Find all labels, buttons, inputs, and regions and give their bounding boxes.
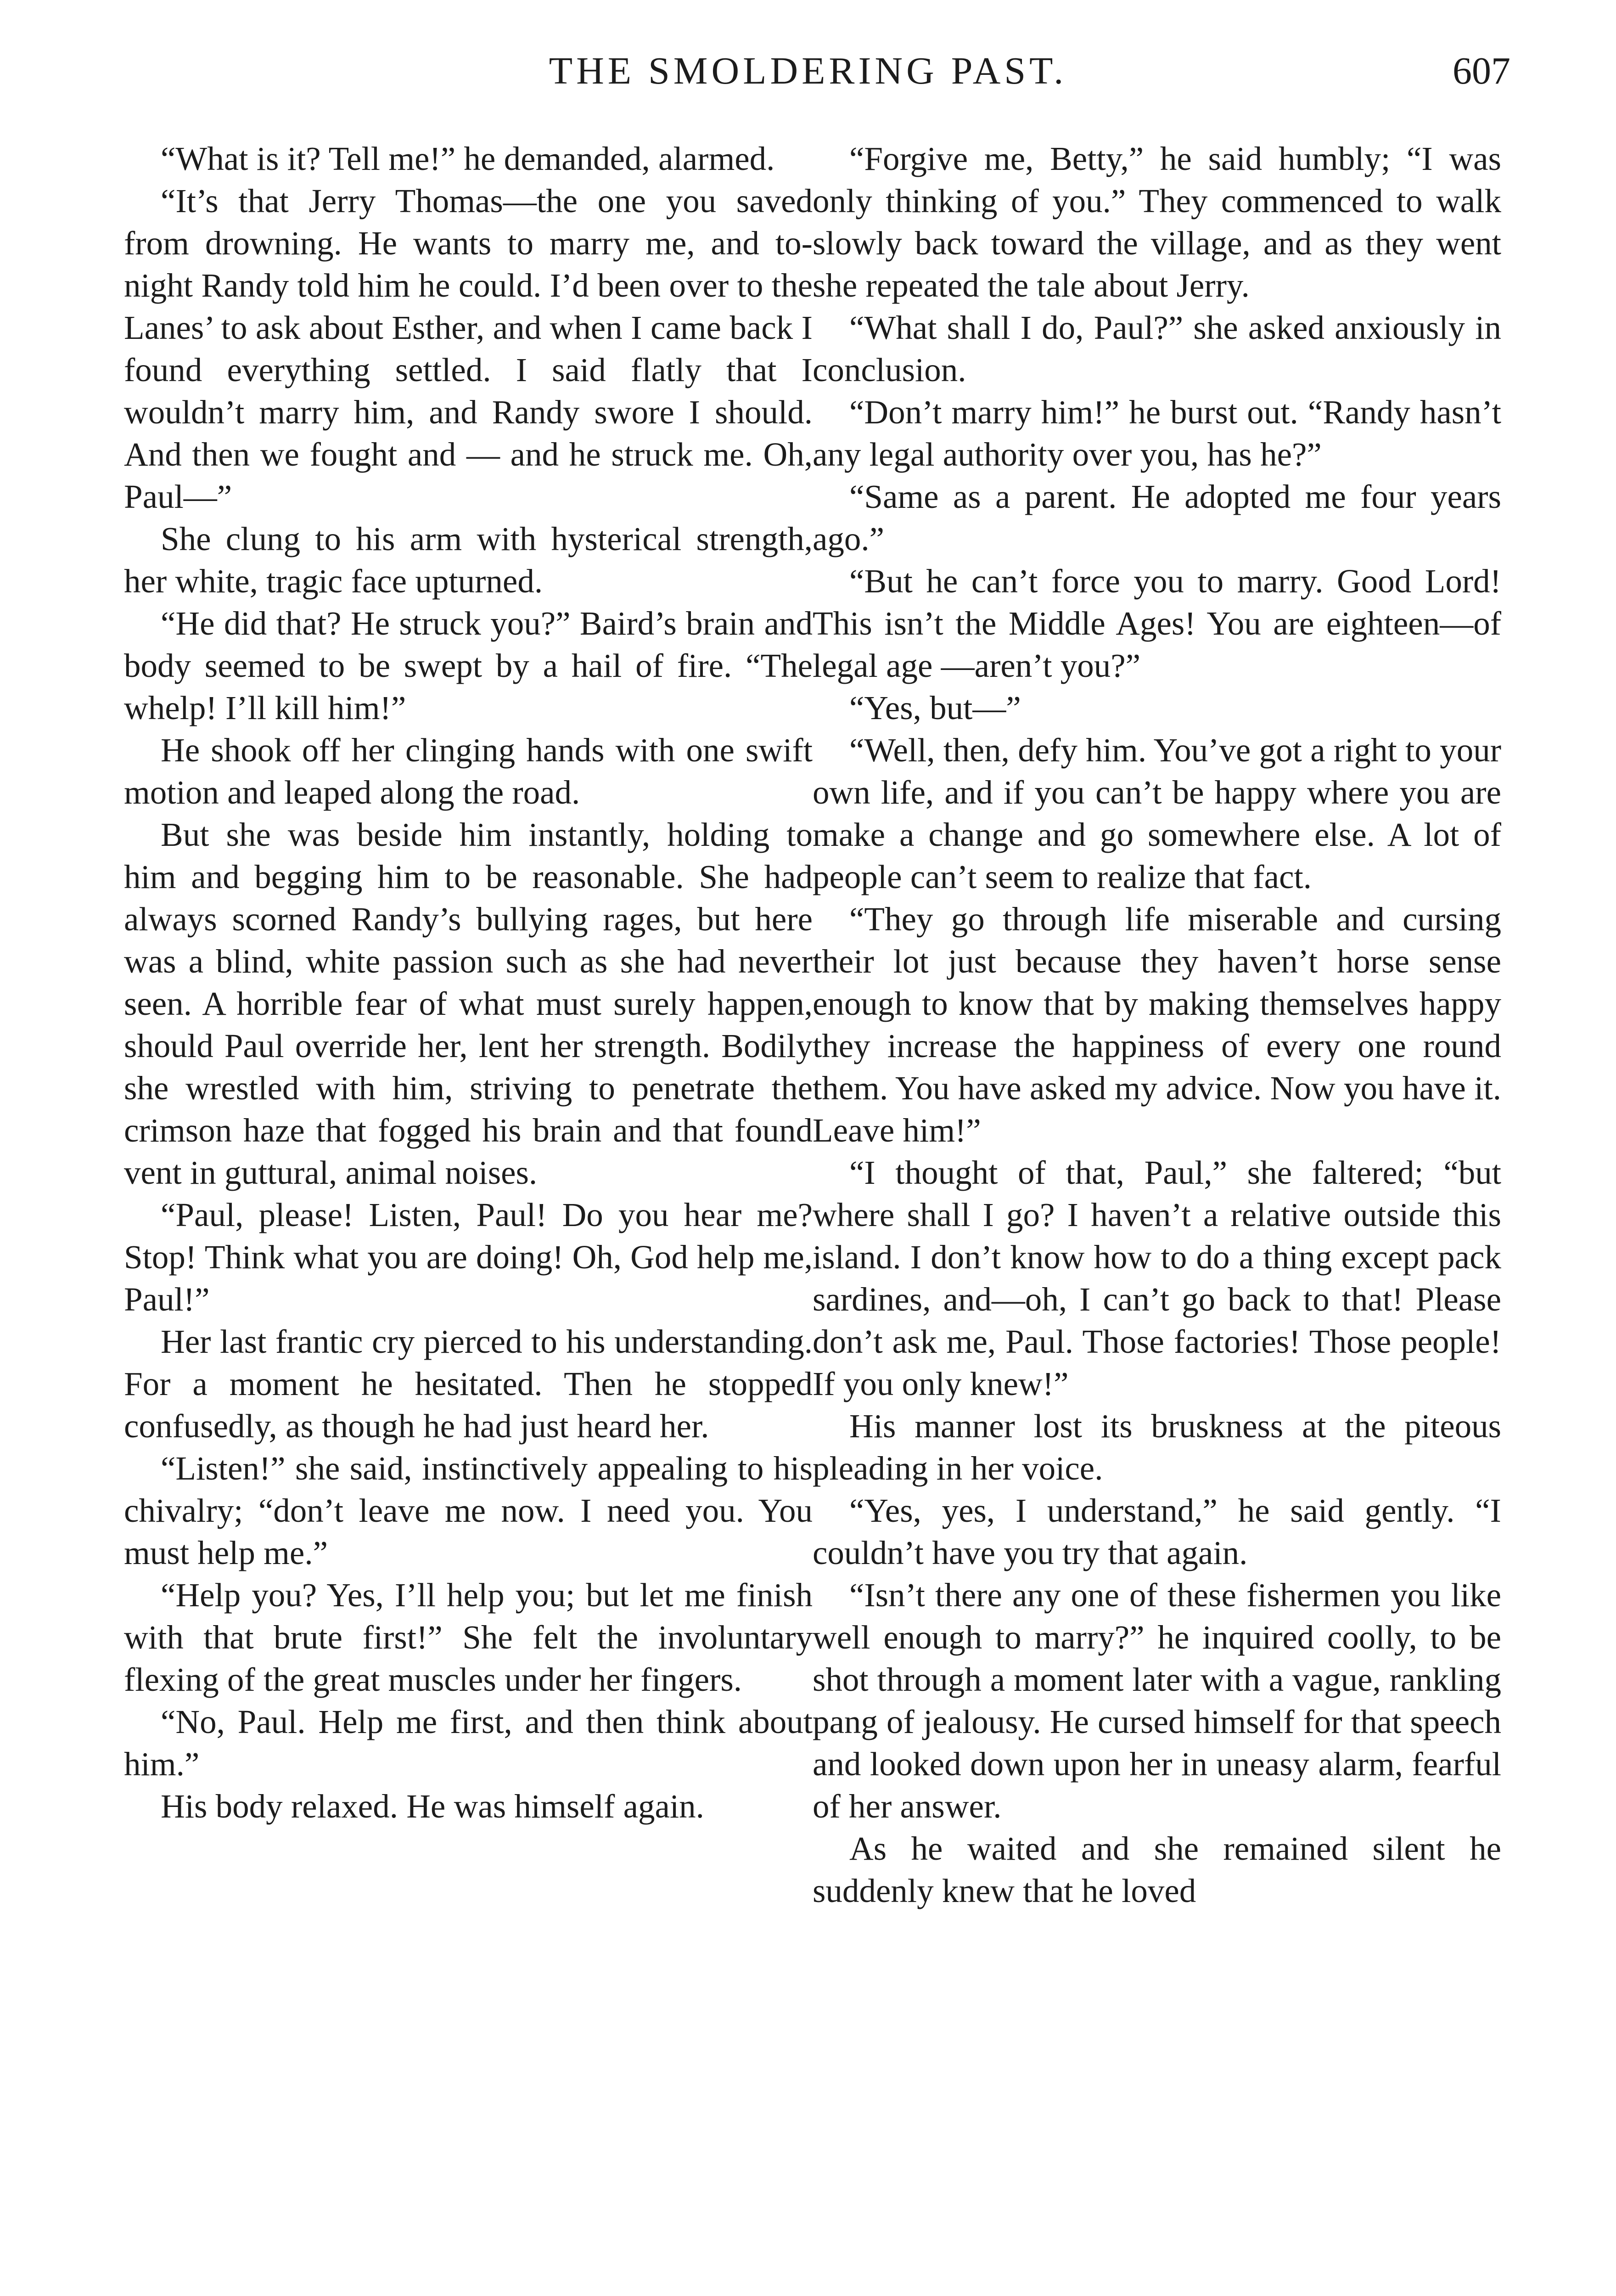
paragraph: “I thought of that, Paul,” she faltered; “but where shall I go? I haven’t a relative outside this island. I don’t know how to do a thing except pack sardines, and—oh, I can’t go back to that! Please don’t ask me, Paul. Those factories! Those people! If you only knew!”: [813, 1154, 1501, 1402]
paragraph: Her last frantic cry pierced to his understanding. For a moment he hesitated. Then he stopped confusedly, as though he had just heard her.: [124, 1323, 813, 1445]
paragraph: “Yes, but—”: [849, 689, 1021, 726]
paragraph: “He did that? He struck you?” Baird’s brain and body seemed to be swept by a hail of fire. “The whelp! I’ll kill him!”: [124, 605, 813, 726]
paragraph: “What is it? Tell me!” he demanded, alarmed.: [161, 140, 775, 177]
right-column: [813, 138, 1501, 2296]
paragraph: “Listen!” she said, instinctively appealing to his chivalry; “don’t leave me now. I need you. You must help me.”: [124, 1450, 813, 1571]
paragraph: “Paul, please! Listen, Paul! Do you hear me? Stop! Think what you are doing! Oh, God help me, Paul!”: [124, 1196, 813, 1318]
paragraph: “No, Paul. Help me first, and then think about him.”: [124, 1703, 813, 1783]
paragraph: His body relaxed. He was himself again.: [161, 1788, 704, 1825]
paragraph: His manner lost its bruskness at the piteous pleading in her voice.: [813, 1407, 1501, 1487]
paragraph: He shook off her clinging hands with one swift motion and leaped along the road.: [124, 732, 813, 811]
paragraph: “Same as a parent. He adopted me four years ago.”: [813, 478, 1501, 557]
page-number: 607: [1453, 50, 1510, 92]
paragraph: But she was beside him instantly, holding to him and begging him to be reasonable. She had always scorned Randy’s bullying rages, but here was a blind, white passion such as she had never seen. A horrible fear of what must surely happen, should Paul override her, lent her strength. Bodily she wrestled with him, striving to penetrate the crimson haze that fogged his brain and that found vent in guttural, animal noises.: [124, 816, 813, 1191]
paragraph: “But he can’t force you to marry. Good Lord! This isn’t the Middle Ages! You are eighteen—of legal age —aren’t you?”: [813, 563, 1501, 684]
paragraph: “Isn’t there any one of these fishermen you like well enough to marry?” he inquired coolly, to be shot through a moment later with a vague, rankling pang of jealousy. He cursed himself for that speech and looked down upon her in uneasy alarm, fearful of her answer.: [813, 1576, 1501, 1825]
paragraph: “Well, then, defy him. You’ve got a right to your own life, and if you can’t be happy where you are make a change and go somewhere else. A lot of people can’t seem to realize that fact.: [813, 732, 1501, 895]
paragraph: “It’s that Jerry Thomas—the one you saved from drowning. He wants to marry me, and to-night Randy told him he could. I’d been over to the Lanes’ to ask about Esther, and when I came back I found everything settled. I said flatly that I wouldn’t marry him, and Randy swore I should. And then we fought and — and he struck me. Oh, Paul—”: [124, 182, 813, 515]
paragraph: “Help you? Yes, I’ll help you; but let me finish with that brute first!” She felt the involuntary flexing of the great muscles under her fingers.: [124, 1576, 813, 1698]
paragraph: “Don’t marry him!” he burst out. “Randy hasn’t any legal authority over you, has he?”: [813, 394, 1501, 473]
page-header: [0, 44, 1616, 99]
paragraph: She clung to his arm with hysterical strength, her white, tragic face upturned.: [124, 520, 813, 600]
paragraph: “Yes, yes, I understand,” he said gently. “I couldn’t have you try that again.: [813, 1492, 1501, 1571]
paragraph: “What shall I do, Paul?” she asked anxiously in conclusion.: [813, 309, 1501, 388]
left-column: [124, 138, 813, 2296]
paragraph: As he waited and she remained silent he suddenly knew that he loved: [813, 1830, 1501, 1909]
running-title: THE SMOLDERING PAST.: [549, 50, 1067, 92]
paragraph: “Forgive me, Betty,” he said humbly; “I was only thinking of you.” They commenced to walk slowly back toward the village, and as they went she repeated the tale about Jerry.: [813, 140, 1501, 304]
paragraph: “They go through life miserable and cursing their lot just because they haven’t horse sense enough to know that by making themselves happy they increase the happiness of every one round them. You have asked my advice. Now you have it. Leave him!”: [813, 900, 1501, 1149]
